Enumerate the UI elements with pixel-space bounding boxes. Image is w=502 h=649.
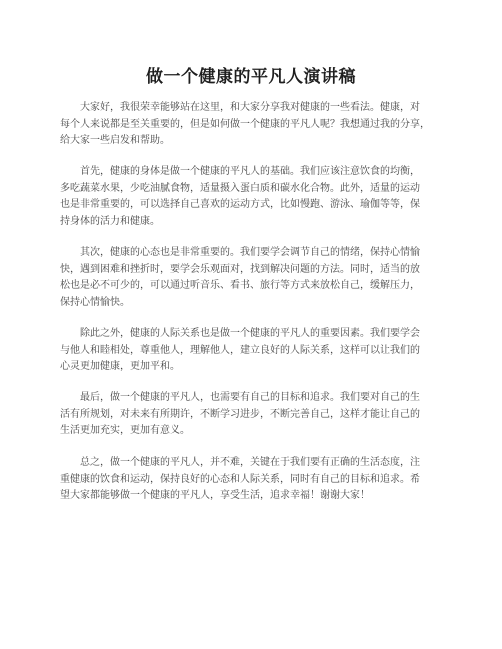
paragraph-line: 保持心情愉快。 [60, 296, 130, 308]
paragraph-line: 大家好，我很荣幸能够站在这里，和大家分享我对健康的一些看法。健康，对 [80, 102, 420, 113]
paragraph-line: 生活更加充实，更加有意义。 [60, 425, 190, 436]
paragraph-line: 首先，健康的身体是做一个健康的平凡人的基础。我们应该注意饮食的均衡， [80, 166, 420, 177]
paragraph-line: 总之，做一个健康的平凡人，并不难，关键在于我们要有正确的生活态度，注 [80, 457, 420, 468]
paragraph-mindset [60, 245, 445, 311]
paragraph-line: 给大家一些启发和帮助。 [60, 135, 170, 146]
document-title: 做一个健康的平凡人演讲稿 [146, 67, 356, 87]
paragraph-line: 除此之外，健康的人际关系也是做一个健康的平凡人的重要因素。我们要学会 [80, 328, 420, 339]
paragraph-line: 望大家都能够做一个健康的平凡人，享受生活，追求幸福！谢谢大家！ [60, 490, 370, 501]
paragraph-greeting [60, 100, 445, 150]
paragraph-line: 重健康的饮食和运动，保持良好的心态和人际关系，同时有自己的目标和追求。希 [60, 473, 420, 485]
paragraph-line: 每个人来说都是至关重要的，但是如何做一个健康的平凡人呢？我想通过我的分享， [60, 118, 430, 130]
paragraph-line: 持身体的活力和健康。 [60, 215, 160, 227]
paragraph-line: 活有所规划，对未来有所期许，不断学习进步，不断完善自己，这样才能让自己的 [60, 408, 420, 420]
paragraph-line: 也是非常重要的，可以选择自己喜欢的运动方式，比如慢跑、游泳、瑜伽等等，保 [60, 199, 420, 210]
paragraph-line: 与他人和睦相处，尊重他人，理解他人，建立良好的人际关系，这样可以让我们的 [60, 344, 420, 356]
paragraph-line: 松也是必不可少的，可以通过听音乐、看书、旅行等方式来放松自己，缓解压力， [60, 280, 420, 291]
paragraph-line: 心灵更加健康，更加平和。 [60, 361, 180, 372]
paragraph-line: 快，遇到困难和挫折时，要学会乐观面对，找到解决问题的方法。同时，适当的放 [60, 263, 420, 275]
paragraph-relationships [60, 326, 445, 376]
paragraph-line: 其次，健康的心态也是非常重要的。我们要学会调节自己的情绪，保持心情愉 [80, 247, 420, 258]
paragraph-conclusion [60, 455, 445, 505]
paragraph-goals [60, 390, 445, 440]
paragraph-body-health [60, 164, 445, 230]
paragraph-line: 多吃蔬菜水果，少吃油腻食物，适量摄入蛋白质和碳水化合物。此外，适量的运动 [60, 182, 420, 194]
paragraph-line: 最后，做一个健康的平凡人，也需要有自己的目标和追求。我们要对自己的生 [80, 392, 420, 403]
